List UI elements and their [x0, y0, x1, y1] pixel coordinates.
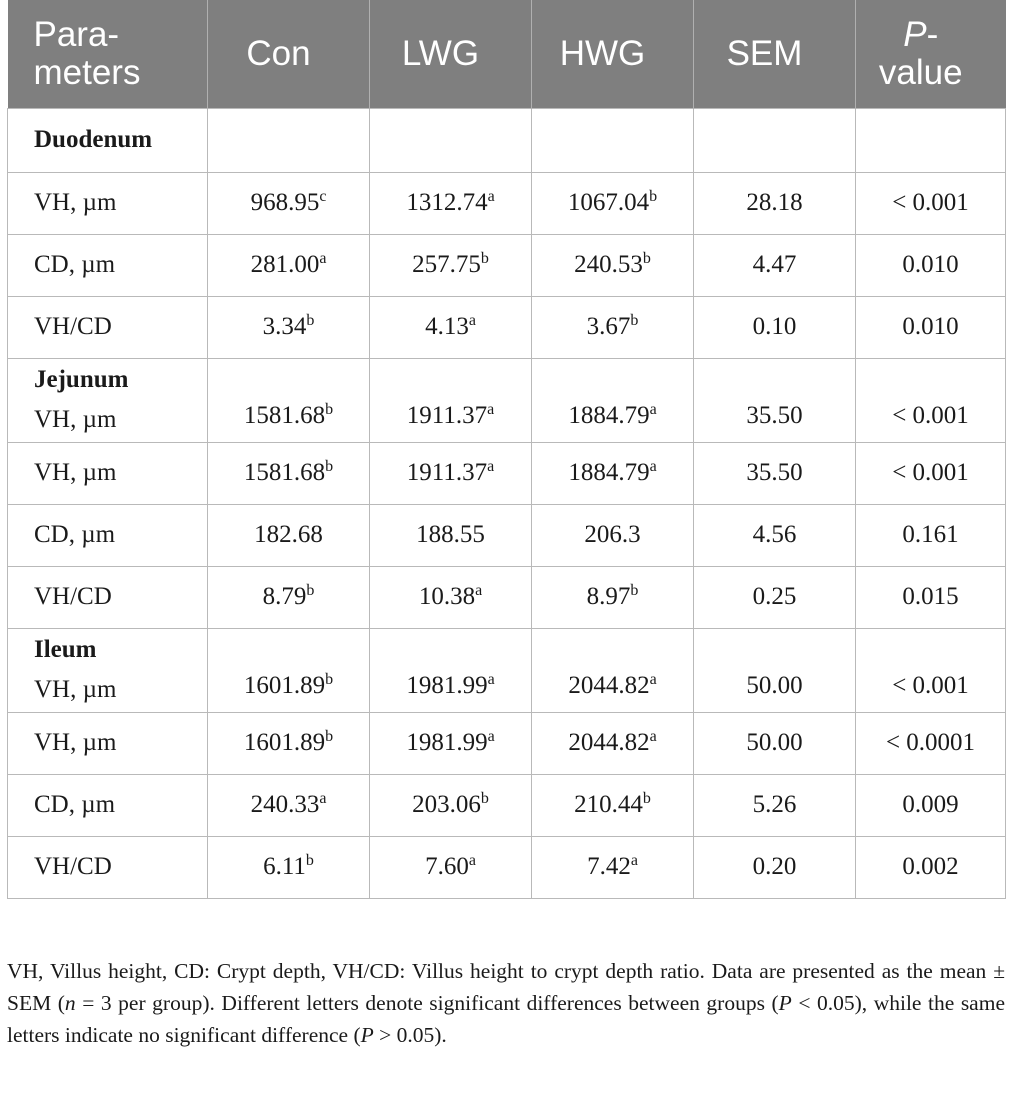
significance-letter: c	[319, 188, 327, 205]
sem-cell: 0.25	[694, 566, 856, 628]
results-table	[7, 0, 1006, 899]
section-label: Ileum	[34, 635, 97, 663]
header-p-value: P- value	[856, 0, 1006, 108]
sem-cell: 4.56	[694, 504, 856, 566]
sem-cell: 0.10	[694, 296, 856, 358]
p-value-cell: 0.002	[856, 836, 1006, 898]
significance-letter: b	[305, 852, 314, 869]
data-table-container	[7, 0, 1005, 899]
section-row-duodenum	[8, 108, 1006, 172]
significance-letter: a	[319, 250, 327, 267]
lwg-cell: 1911.37$^a$	[370, 442, 532, 504]
significance-letter: b	[480, 250, 489, 267]
hwg-cell: 2044.82$^a$	[532, 628, 694, 712]
header-parameters: Para- meters	[8, 0, 208, 108]
hwg-cell: 8.97$^b$	[532, 566, 694, 628]
table-row	[8, 566, 1006, 628]
hwg-cell: 240.53$^b$	[532, 234, 694, 296]
table-footnote: VH, Villus height, CD: Crypt depth, VH/CD: Villus height to crypt depth ratio. Data are presented as the mean ± SEM (n = 3 per group). Different letters denote significant differences between groups (P < 0.05), while the same letters indicate no significant difference (P > 0.05).	[7, 959, 1005, 1047]
p-value-cell: < 0.0001	[856, 712, 1006, 774]
p-value-cell: < 0.001	[856, 628, 1006, 712]
lwg-cell: 1312.74$^a$	[370, 172, 532, 234]
parameter-cell: VH/CD	[8, 296, 208, 358]
sem-cell: 4.47	[694, 234, 856, 296]
significance-letter: a	[468, 312, 476, 329]
significance-letter: b	[480, 790, 489, 807]
header-lwg: LWG	[370, 0, 532, 108]
section-label: Duodenum	[8, 108, 208, 172]
lwg-cell: 4.13$^a$	[370, 296, 532, 358]
sem-cell: 0.20	[694, 836, 856, 898]
header-row	[8, 0, 1006, 108]
p-value-cell: 0.009	[856, 774, 1006, 836]
hwg-cell: 206.3	[532, 504, 694, 566]
hwg-cell: 1884.79$^a$	[532, 358, 694, 442]
lwg-cell: 188.55	[370, 504, 532, 566]
p-value-cell: < 0.001	[856, 172, 1006, 234]
significance-letter: a	[649, 400, 657, 418]
header-con: Con	[208, 0, 370, 108]
hwg-cell: 1067.04$^b$	[532, 172, 694, 234]
significance-letter: a	[649, 728, 657, 745]
significance-letter: b	[649, 188, 658, 205]
significance-letter: a	[475, 582, 483, 599]
significance-letter: a	[487, 458, 495, 475]
significance-letter: b	[306, 312, 315, 329]
p-value-cell: 0.010	[856, 234, 1006, 296]
sem-cell: 50.00	[694, 628, 856, 712]
con-cell: 3.34$^b$	[208, 296, 370, 358]
parameter-cell: VH, µm	[8, 442, 208, 504]
table-row	[8, 836, 1006, 898]
con-cell: 1601.89$^b$	[208, 628, 370, 712]
sem-cell: 35.50	[694, 442, 856, 504]
lwg-cell: 203.06$^b$	[370, 774, 532, 836]
significance-letter: b	[306, 582, 315, 599]
table-row	[8, 358, 1006, 442]
significance-letter: b	[325, 458, 334, 475]
significance-letter: b	[325, 400, 334, 418]
parameter-cell: CD, µm	[8, 504, 208, 566]
con-cell: 1601.89$^b$	[208, 712, 370, 774]
header-sem: SEM	[694, 0, 856, 108]
hwg-cell: 2044.82$^a$	[532, 712, 694, 774]
con-cell: 1581.68$^b$	[208, 358, 370, 442]
significance-letter: a	[487, 728, 495, 745]
parameter-cell: CD, µm	[8, 234, 208, 296]
significance-letter: a	[487, 670, 495, 688]
table-row	[8, 172, 1006, 234]
table-row	[8, 296, 1006, 358]
lwg-cell: 257.75$^b$	[370, 234, 532, 296]
table-row	[8, 442, 1006, 504]
hwg-cell: 1884.79$^a$	[532, 442, 694, 504]
parameter-cell: Jejunum VH, µm	[8, 358, 208, 442]
parameter-cell: VH/CD	[8, 836, 208, 898]
parameter-cell: Ileum VH, µm	[8, 628, 208, 712]
con-cell: 1581.68$^b$	[208, 442, 370, 504]
table-row	[8, 234, 1006, 296]
significance-letter: a	[649, 670, 657, 688]
parameter-cell: VH, µm	[8, 712, 208, 774]
parameter-cell: VH, µm	[8, 172, 208, 234]
sem-cell: 28.18	[694, 172, 856, 234]
significance-letter: b	[642, 790, 651, 807]
sem-cell: 5.26	[694, 774, 856, 836]
section-label: Jejunum	[34, 365, 129, 393]
p-value-cell: 0.015	[856, 566, 1006, 628]
p-value-cell: < 0.001	[856, 442, 1006, 504]
hwg-cell: 7.42$^a$	[532, 836, 694, 898]
significance-letter: a	[319, 790, 327, 807]
table-row	[8, 774, 1006, 836]
table-row	[8, 712, 1006, 774]
con-cell: 182.68	[208, 504, 370, 566]
parameter-cell: VH/CD	[8, 566, 208, 628]
lwg-cell: 1981.99$^a$	[370, 628, 532, 712]
header-hwg: HWG	[532, 0, 694, 108]
p-value-cell: < 0.001	[856, 358, 1006, 442]
con-cell: 281.00$^a$	[208, 234, 370, 296]
p-value-cell: 0.010	[856, 296, 1006, 358]
table-row	[8, 628, 1006, 712]
con-cell: 8.79$^b$	[208, 566, 370, 628]
significance-letter: b	[642, 250, 651, 267]
lwg-cell: 7.60$^a$	[370, 836, 532, 898]
lwg-cell: 10.38$^a$	[370, 566, 532, 628]
p-value-cell: 0.161	[856, 504, 1006, 566]
lwg-cell: 1981.99$^a$	[370, 712, 532, 774]
table-row	[8, 504, 1006, 566]
sem-cell: 50.00	[694, 712, 856, 774]
significance-letter: b	[325, 670, 334, 688]
con-cell: 6.11$^b$	[208, 836, 370, 898]
con-cell: 240.33$^a$	[208, 774, 370, 836]
significance-letter: a	[487, 400, 495, 418]
significance-letter: b	[630, 582, 639, 599]
sem-cell: 35.50	[694, 358, 856, 442]
significance-letter: a	[630, 852, 638, 869]
parameter-cell: CD, µm	[8, 774, 208, 836]
con-cell: 968.95$^c$	[208, 172, 370, 234]
significance-letter: b	[325, 728, 334, 745]
hwg-cell: 210.44$^b$	[532, 774, 694, 836]
significance-letter: b	[630, 312, 639, 329]
lwg-cell: 1911.37$^a$	[370, 358, 532, 442]
significance-letter: a	[649, 458, 657, 475]
significance-letter: a	[487, 188, 495, 205]
hwg-cell: 3.67$^b$	[532, 296, 694, 358]
significance-letter: a	[468, 852, 476, 869]
